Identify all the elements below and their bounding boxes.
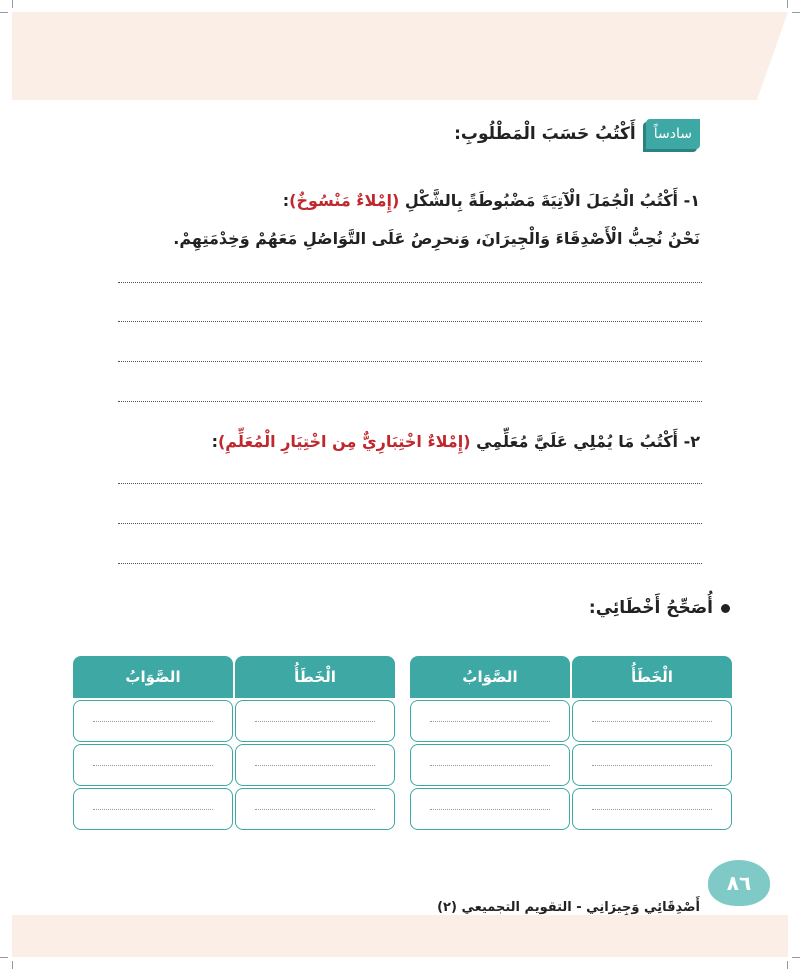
page-number: ٨٦: [708, 860, 770, 906]
table-cell[interactable]: [73, 700, 233, 742]
question-2-colon: :: [211, 432, 218, 451]
table-cell[interactable]: [572, 788, 732, 830]
footer-band: [12, 915, 788, 957]
table-cell[interactable]: [410, 788, 570, 830]
writing-line[interactable]: [118, 523, 702, 524]
column-header-correct: الصَّوَابُ: [410, 656, 570, 698]
table-cell[interactable]: [235, 744, 395, 786]
crop-mark: [787, 961, 788, 969]
column-header-mistake: الْخَطَأُ: [572, 656, 732, 698]
column-header-mistake: الْخَطَأُ: [235, 656, 395, 698]
crop-mark: [12, 0, 13, 8]
writing-line[interactable]: [118, 321, 702, 322]
question-2-note: (إِمْلاءٌ اخْتِبَارِيٌّ مِن اخْتِيَارِ الْمُعَلِّمِ): [217, 432, 471, 451]
writing-line[interactable]: [118, 282, 702, 283]
crop-mark: [792, 12, 800, 13]
writing-line[interactable]: [118, 401, 702, 402]
section-badge: سادساً: [646, 119, 700, 149]
table-cell[interactable]: [410, 700, 570, 742]
crop-mark: [792, 957, 800, 958]
table-cell[interactable]: [235, 788, 395, 830]
header-band: [12, 12, 788, 100]
table-cell[interactable]: [410, 744, 570, 786]
question-1-note: (إِمْلاءٌ مَنْسُوخٌ): [289, 191, 400, 210]
bullet-icon: [721, 604, 730, 613]
footer-title: أَصْدِقَائِي وَجِيرَانِي - التقويم التجميعي (٢): [437, 900, 700, 915]
writing-line[interactable]: [118, 483, 702, 484]
question-1: [100, 191, 700, 210]
dictation-sentence: نَحْنُ نُحِبُّ الْأَصْدِقَاءَ وَالْجِيرَانَ، وَنحرِصُ عَلَى التَّوَاصُلِ مَعَهُمْ وَخِدْمَتِهِمْ.: [173, 229, 700, 248]
section-title: أَكْتُبُ حَسَبَ الْمَطْلُوبِ:: [454, 124, 636, 144]
question-1-text: ١- أَكْتُبُ الْجُمَلَ الْآتِيَةَ مَضْبُوطَةً بِالشَّكْلِ: [404, 191, 700, 210]
correct-mistakes-heading: [130, 598, 730, 618]
table-cell[interactable]: [73, 744, 233, 786]
crop-mark: [12, 961, 13, 969]
question-2: [100, 432, 700, 451]
crop-mark: [787, 0, 788, 8]
table-cell[interactable]: [73, 788, 233, 830]
question-2-text: ٢- أَكْتُبُ مَا يُمْلِي عَلَيَّ مُعَلِّمِي: [476, 432, 700, 451]
writing-line[interactable]: [118, 361, 702, 362]
table-cell[interactable]: [572, 744, 732, 786]
corrections-table-right: [410, 656, 732, 830]
table-cell[interactable]: [235, 700, 395, 742]
table-cell[interactable]: [572, 700, 732, 742]
crop-mark: [0, 12, 8, 13]
question-1-colon: :: [282, 191, 290, 210]
writing-line[interactable]: [118, 563, 702, 564]
corrections-table-left: [73, 656, 395, 830]
correct-mistakes-title: أُصَحِّحُ أَخْطَائِي:: [588, 598, 713, 618]
crop-mark: [0, 957, 8, 958]
section-heading: [100, 114, 700, 154]
column-header-correct: الصَّوَابُ: [73, 656, 233, 698]
